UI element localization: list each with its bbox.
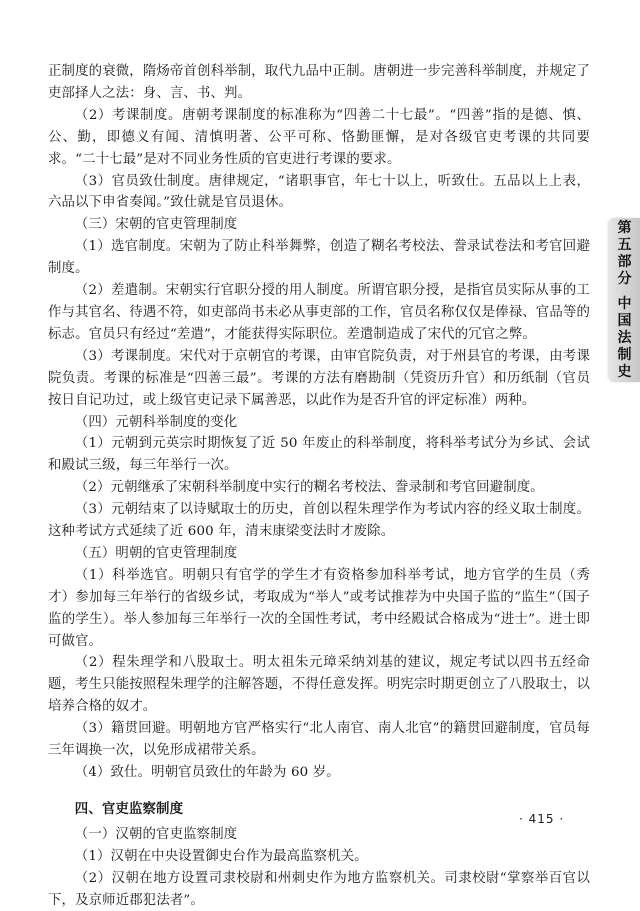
paragraph: （3）籍贯回避。明朝地方官严格实行“北人南官、南人北官”的籍贯回避制度，官员每三年调换一次，以免形成裙带关系。 (48, 721, 590, 759)
section-heading: （三）宋朝的官吏管理制度 (74, 217, 238, 233)
paragraph: （1）选官制度。宋朝为了防止科举舞弊，创造了糊名考校法、誊录试卷法和考官回避制度。 (48, 239, 590, 277)
paragraph: （2）元朝继承了宋朝科举制度中实行的糊名考校法、誊录制和考官回避制度。 (74, 480, 544, 496)
side-tab-char: 部 (617, 253, 632, 270)
side-tab-char: 制 (617, 346, 632, 363)
paragraph-continuation: 正制度的衰微，隋炀帝首创科举制，取代九品中正制。唐朝进一步完善科举制度，并规定了吏部择人之法：身、言、书、判。 (48, 64, 590, 101)
paragraph: （1）元朝到元英宗时期恢复了近 50 年废止的科举制度，将科举考试分为乡试、会试和殿试三级，每三年举行一次。 (48, 436, 590, 474)
section-heading: （四）元朝科举制度的变化 (74, 414, 238, 430)
page-body (48, 61, 590, 911)
section-heading: （五）明朝的官吏管理制度 (74, 545, 238, 561)
side-tab-char: 史 (617, 363, 632, 380)
paragraph: （4）致仕。明朝官员致仕的年龄为 60 岁。 (74, 765, 340, 780)
page-number: · 415 · (519, 812, 565, 826)
paragraph: （2）汉朝在地方设置司隶校尉和州刺史作为地方监察机关。司隶校尉“掌察举百官以下，及京师近郡犯法者”。 (48, 870, 590, 908)
side-tab-label (609, 218, 640, 382)
side-tab-char: 分 (617, 270, 632, 287)
side-tab-char: 法 (617, 329, 632, 346)
paragraph: （1）科举选官。明朝只有官学的学生才有资格参加科举考试，地方官学的生员（秀才）参加每三年举行的省级乡试，考取成为“举人”或考试推荐为中央国子监的“监生”（国子监的学生）。举人参加每三年举行一次的全国性考试，考中经殿试合格成为“进士”。进士即可做官。 (48, 567, 590, 649)
side-tab-char: 国 (617, 312, 632, 329)
paragraph: （3）考课制度。宋代对于京朝官的考课，由审官院负责，对于州县官的考课，由考课院负责。考课的标准是“四善三最”。考课的方法有磨勘制（凭资历升官）和历纸制（官员按日自记功过，或上级官吏记录下属善恶，以此作为是否升官的评定标准）两种。 (48, 348, 590, 408)
paragraph: （2）差遣制。宋朝实行官职分授的用人制度。所谓官职分授，是指官员实际从事的工作与其官名、待遇不符，如吏部尚书未必从事吏部的工作，官员名称仅仅是俸禄、官品等的标志。官员只有经过“差遣”，才能获得实际职位。差遣制造成了宋代的冗官之弊。 (48, 283, 590, 342)
part-side-tab (609, 218, 640, 382)
side-tab-char: 第 (617, 219, 632, 236)
section-heading: （一）汉朝的官吏监察制度 (74, 826, 238, 842)
side-tab-char: 五 (617, 236, 632, 253)
chapter-heading: 四、官吏监察制度 (74, 800, 184, 817)
paragraph: （2）考课制度。唐朝考课制度的标准称为“四善二十七最”。“四善”指的是德、慎、公、勤，即德义有闻、清慎明著、公平可称、恪勤匪懈，是对各级官吏考课的共同要求。“二十七最”是对不同业务性质的官吏进行考课的要求。 (48, 107, 590, 167)
paragraph: （3）官员致仕制度。唐律规定，“诸职事官，年七十以上，听致仕。五品以上上表，六品以下申省奏闻。”致仕就是官员退休。 (48, 173, 590, 211)
paragraph: （3）元朝结束了以诗赋取士的历史，首创以程朱理学作为考试内容的经义取士制度。这种考试方式延续了近 600 年，清末康梁变法时才废除。 (48, 502, 590, 540)
paragraph: （2）程朱理学和八股取士。明太祖朱元璋采纳刘基的建议，规定考试以四书五经命题，考生只能按照程朱理学的注解答题，不得任意发挥。明宪宗时期更创立了八股取士，以培养合格的奴才。 (48, 655, 590, 715)
side-tab-char: 中 (617, 295, 632, 312)
paragraph: （1）汉朝在中央设置御史台作为最高监察机关。 (74, 848, 368, 864)
